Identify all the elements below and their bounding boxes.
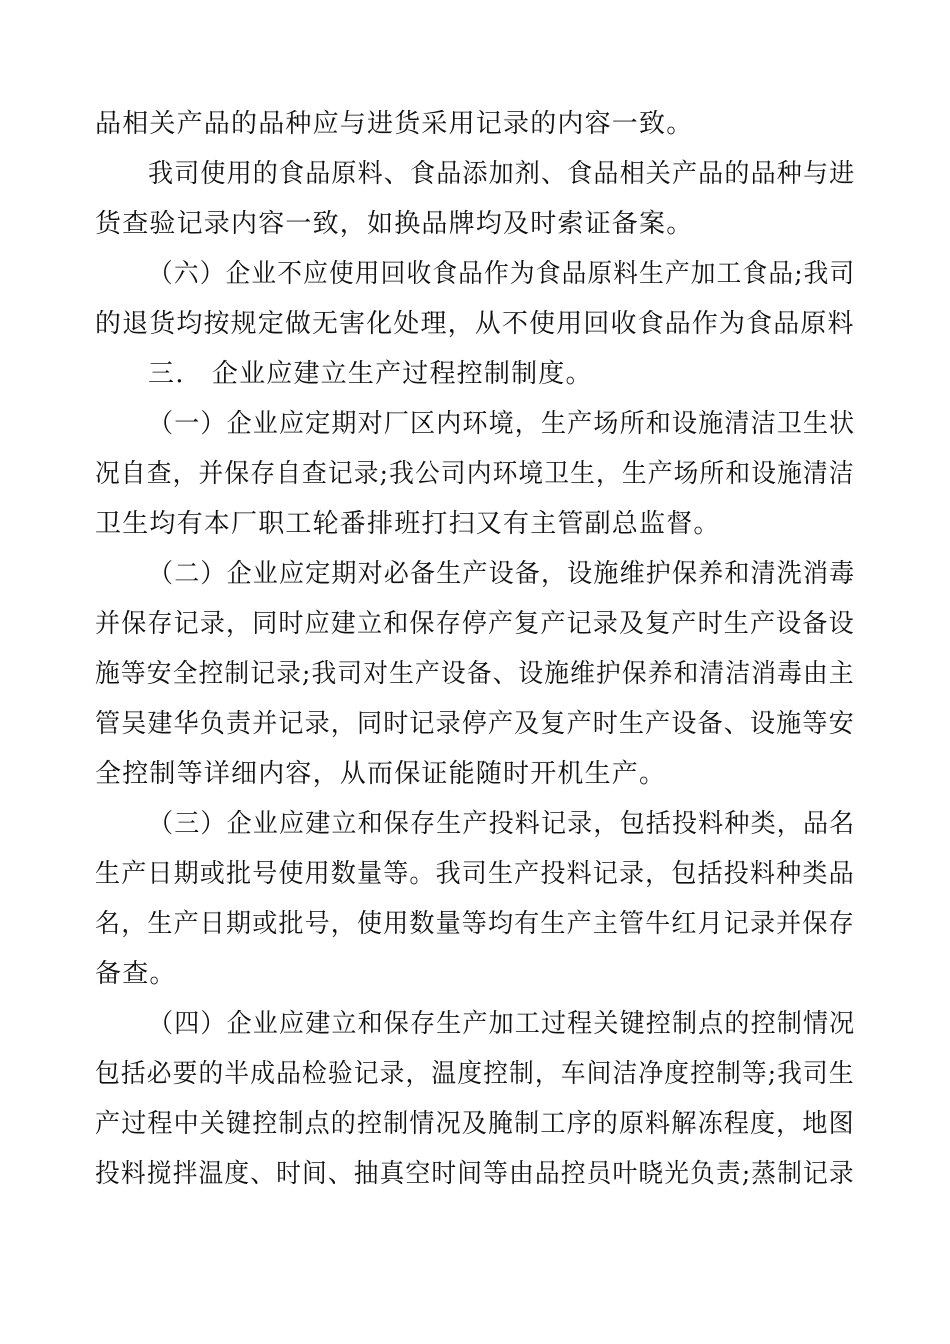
text-line-13: 管吴建华负责并记录，同时记录停产及复产时生产设备、设施等安 [95,709,855,739]
text-line-14: 全控制等详细内容，从而保证能随时开机生产。 [95,759,667,789]
text-line-4: （六）企业不应使用回收食品作为食品原料生产加工食品;我司 [148,259,856,289]
text-line-22: 投料搅拌温度、时间、抽真空时间等由品控员叶晓光负责;蒸制记录 [95,1159,855,1189]
text-line-17: 名，生产日期或批号，使用数量等均有生产主管牛红月记录并保存 [95,909,855,939]
text-line-5: 的退货均按规定做无害化处理，从不使用回收食品作为食品原料 [95,309,855,339]
text-line-18: 备查。 [95,959,177,989]
text-line-8: 况自查，并保存自查记录;我公司内环境卫生，生产场所和设施清洁 [95,459,855,489]
text-line-1: 品相关产品的品种应与进货采用记录的内容一致。 [95,109,694,139]
text-line-7: （一）企业应定期对厂区内环境，生产场所和设施清洁卫生状 [148,409,856,439]
text-line-12: 施等安全控制记录;我司对生产设备、设施维护保养和清洁消毒由主 [95,659,855,689]
text-line-19: （四）企业应建立和保存生产加工过程关键控制点的控制情况 [148,1009,856,1039]
text-line-11: 并保存记录，同时应建立和保存停产复产记录及复产时生产设备设 [95,609,855,639]
text-line-15: （三）企业应建立和保存生产投料记录，包括投料种类，品名 [148,809,856,839]
text-line-21: 产过程中关键控制点的控制情况及腌制工序的原料解冻程度，地图 [95,1109,855,1139]
text-line-2: 我司使用的食品原料、食品添加剂、食品相关产品的品种与进 [148,159,856,189]
text-line-10: （二）企业应定期对必备生产设备，设施维护保养和清洗消毒 [148,559,856,589]
text-line-20: 包括必要的半成品检验记录，温度控制，车间洁净度控制等;我司生 [95,1059,855,1089]
text-line-3: 货查验记录内容一致，如换品牌均及时索证备案。 [95,209,694,239]
section-heading-3: 三. 企业应建立生产过程控制制度。 [148,359,593,389]
text-line-9: 卫生均有本厂职工轮番排班打扫又有主管副总监督。 [95,509,721,539]
text-line-16: 生产日期或批号使用数量等。我司生产投料记录，包括投料种类品 [95,859,855,889]
